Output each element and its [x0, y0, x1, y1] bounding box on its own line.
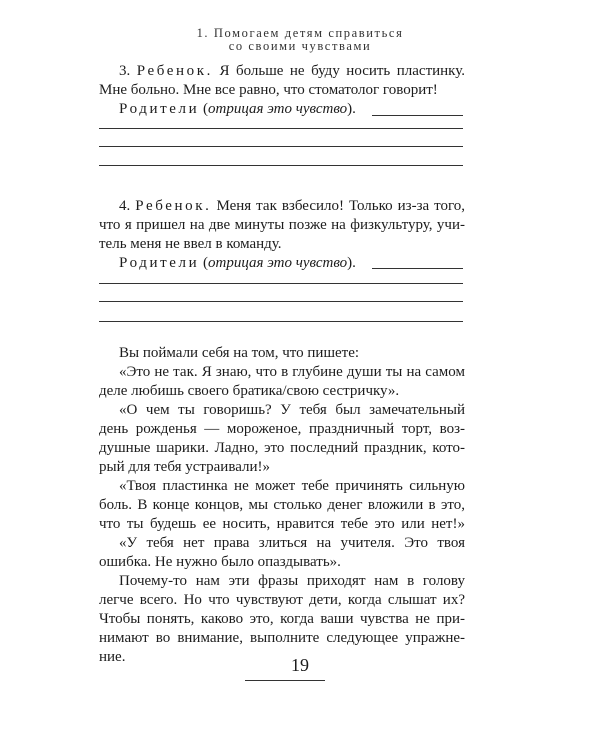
quote-2-line-2: день рожденья — мороженое, праздничный торт, воз-	[99, 421, 465, 437]
exercise-3-answer-line-1	[99, 128, 463, 129]
paragraph-line-3: Чтобы понять, каково это, когда ваши чувства не при-	[99, 611, 465, 627]
exercise-3-line-1	[119, 62, 465, 81]
body-intro: Вы поймали себя на том, что пишете:	[119, 345, 360, 361]
quote-4-line-1: «У тебя нет права злиться на учителя. Это твоя	[119, 535, 465, 551]
exercise-3-instruction: отрицая это чувство	[207, 101, 348, 117]
exercise-4-instruction: отрицая это чувство	[207, 255, 348, 271]
exercise-3-line-2: Мне больно. Мне все равно, что стоматолог говорит!	[99, 82, 438, 98]
exercise-3-answer-line-3	[99, 165, 463, 166]
quote-1-line-2: деле любишь своего братика/свою сестричку».	[99, 383, 400, 399]
exercise-4-answer-line-1	[99, 283, 463, 284]
quote-3-line-2: боль. В конце концов, мы столько денег вложили в это,	[99, 497, 465, 513]
exercise-3-speaker: Ребенок.	[136, 63, 213, 79]
paragraph-line-4: нимают во внимание, выполните следующее упражне-	[99, 630, 465, 646]
quote-2-line-1: «О чем ты говоришь? У тебя был замечательный	[119, 402, 465, 418]
exercise-3-paren-close: ).	[347, 101, 356, 117]
exercise-4-speaker: Ребенок.	[135, 198, 212, 214]
exercise-4-answer-line-3	[99, 321, 463, 322]
exercise-4-parent-label: Родители	[119, 255, 200, 271]
page-number-rule	[245, 680, 325, 681]
quote-3-line-1: «Твоя пластинка не может тебе причинять сильную	[119, 478, 465, 494]
quote-4-line-2: ошибка. Не нужно было опаздывать».	[99, 554, 341, 570]
exercise-4-paren-close: ).	[347, 255, 356, 271]
quote-2-line-4: рый для тебя устраивали!»	[99, 459, 271, 475]
exercise-4-line-1	[119, 197, 465, 216]
paragraph-line-5: ние.	[99, 649, 126, 665]
exercise-3-answer-line-2	[99, 146, 463, 147]
exercise-3-parent-label: Родители	[119, 101, 200, 117]
exercise-3-text-1: Я больше не буду носить пластинку.	[219, 63, 466, 79]
quote-1-line-1: «Это не так. Я знаю, что в глубине души ты на самом	[119, 364, 465, 380]
quote-3-line-3: что ты будешь ее носить, нравится тебе это или нет!»	[99, 516, 465, 532]
running-header-line-2: со своими чувствами	[228, 39, 372, 53]
exercise-4-text-1: Меня так взбесило! Только из-за того,	[216, 198, 466, 214]
exercise-4-line-3: тель меня не ввел в команду.	[99, 236, 282, 252]
quote-2-line-3: душные шарики. Ладно, это последний праздник, кото-	[99, 440, 465, 456]
exercise-4-line-2: что я пришел на две минуты позже на физкультуру, учи-	[99, 217, 465, 233]
running-header-line-1: 1. Помогаем детям справиться	[196, 26, 404, 40]
exercise-3-paren-open: (	[202, 101, 208, 117]
exercise-3-answer-line-inline	[372, 115, 463, 116]
exercise-3-parent-prompt	[119, 100, 465, 119]
exercise-4-answer-line-2	[99, 301, 463, 302]
exercise-4-answer-line-inline	[372, 268, 463, 269]
exercise-3-number: 3.	[119, 63, 131, 79]
exercise-4-paren-open: (	[202, 255, 208, 271]
exercise-4-number: 4.	[119, 198, 131, 214]
exercise-4-parent-prompt	[119, 254, 465, 273]
paragraph-line-1: Почему-то нам эти фразы приходят нам в голову	[119, 573, 465, 589]
paragraph-line-2: легче всего. Но что чувствуют дети, когда слышат их?	[99, 592, 465, 608]
page-number: 19	[291, 655, 309, 675]
